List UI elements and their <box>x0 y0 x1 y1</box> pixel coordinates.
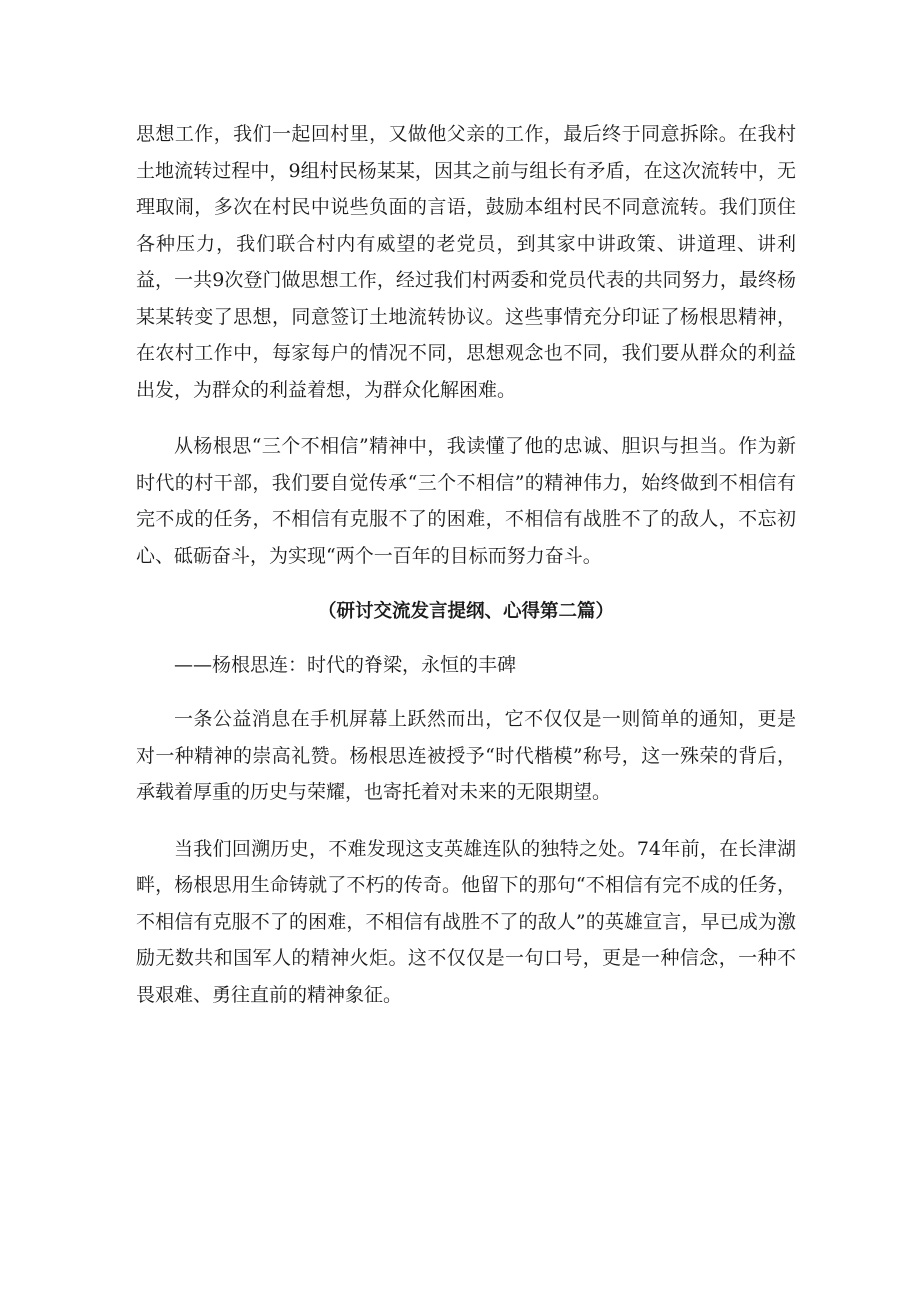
paragraph-1: 思想工作，我们一起回村里，又做他父亲的工作，最后终于同意拆除。在我村土地流转过程中，9组村民杨某某，因其之前与组长有矛盾，在这次流转中，无理取闹，多次在村民中说些负面的言语，鼓励本组村民不同意流转。我们顶住各种压力，我们联合村内有威望的老党员，到其家中讲政策、讲道理、讲利益，一共9次登门做思想工作，经过我们村两委和党员代表的共同努力，最终杨某某转变了思想，同意签订土地流转协议。这些事情充分印证了杨根思精神，在农村工作中，每家每户的情况不同，思想观念也不同，我们要从群众的利益出发，为群众的利益着想，为群众化解困难。 <box>136 123 796 401</box>
paragraph-3: 一条公益消息在手机屏幕上跃然而出，它不仅仅是一则简单的通知，更是对一种精神的崇高礼赞。杨根思连被授予“时代楷模”称号，这一殊荣的背后，承载着厚重的历史与荣耀，也寄托着对未来的无限期望。 <box>136 708 796 803</box>
section-title: （研讨交流发言提纲、心得第二篇） <box>317 601 614 622</box>
paragraph-4: 当我们回溯历史，不难发现这支英雄连队的独特之处。74年前，在长津湖畔，杨根思用生命铸就了不朽的传奇。他留下的那句“不相信有完不成的任务，不相信有克服不了的困难，不相信有战胜不了的敌人”的英雄宣言，早已成为激励无数共和国军人的精神火炬。这不仅仅是一句口号，更是一种信念，一种不畏艰难、勇往直前的精神象征。 <box>136 837 796 1006</box>
section-subtitle: ——杨根思连：时代的脊梁，永恒的丰碑 <box>174 653 517 676</box>
paragraph-2: 从杨根思“三个不相信”精神中，我读懂了他的忠诚、胆识与担当。作为新时代的村干部，我们要自觉传承“三个不相信”的精神伟力，始终做到不相信有完不成的任务，不相信有克服不了的困难，不相信有战胜不了的敌人，不忘初心、砥砺奋斗，为实现“两个一百年的目标而努力奋斗。 <box>136 435 796 567</box>
document-body <box>136 116 796 1033</box>
